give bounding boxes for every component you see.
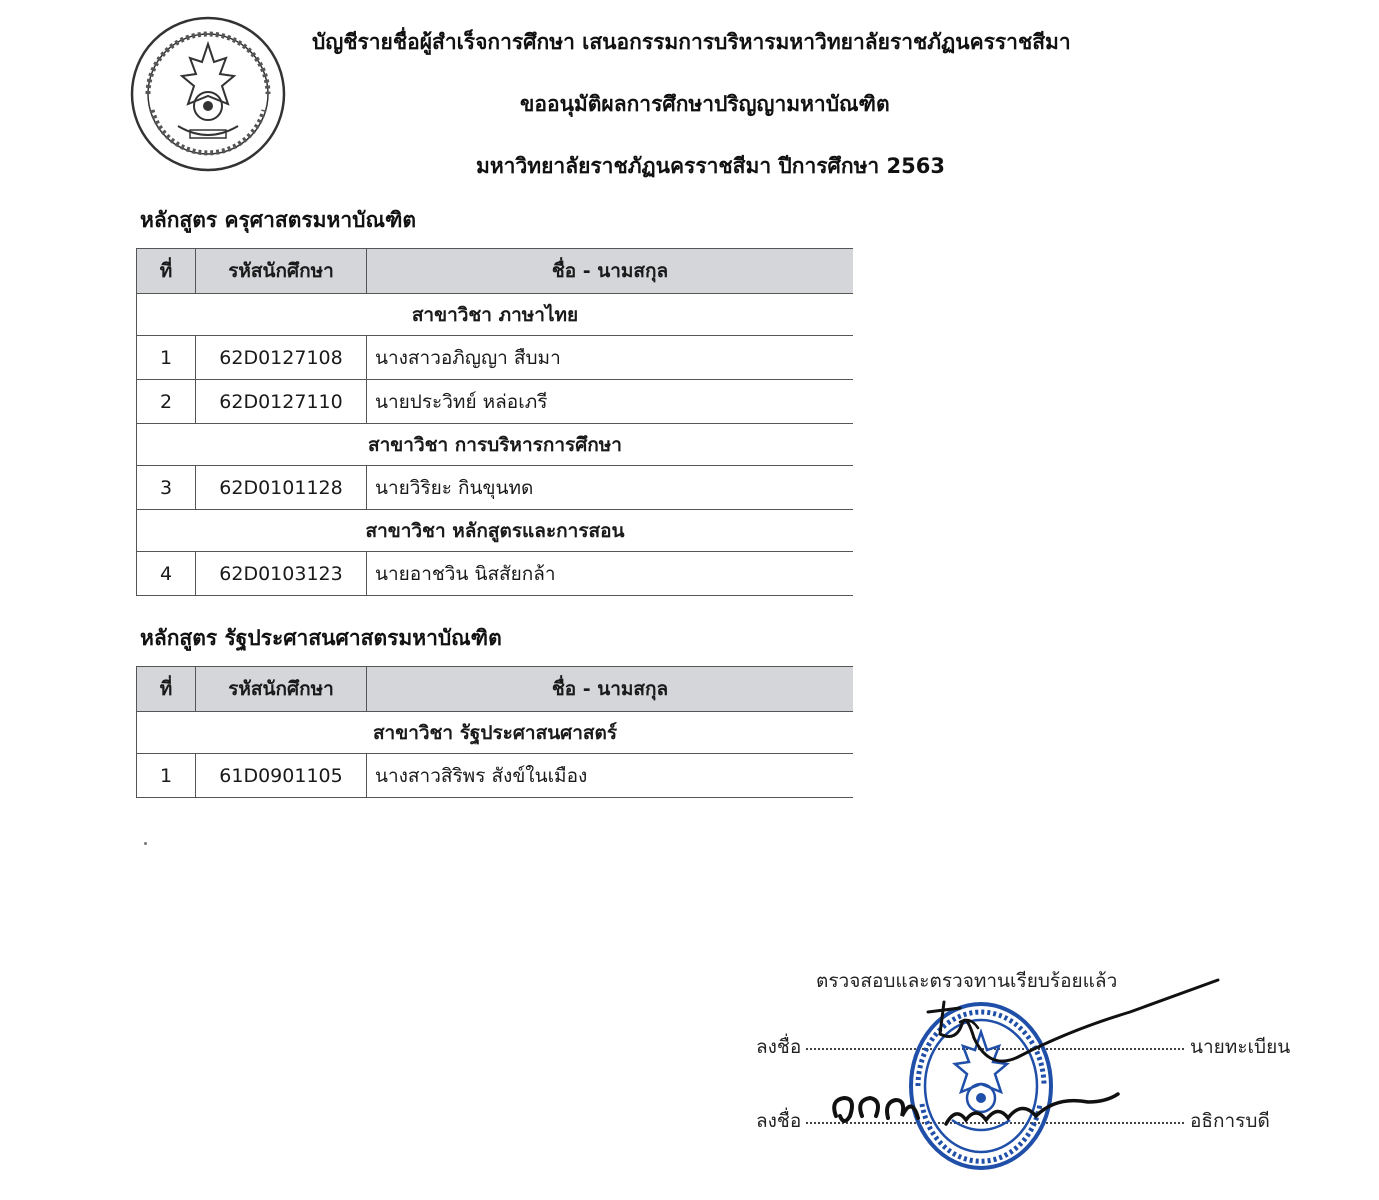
row-student-id: 61D0901105 (196, 754, 367, 798)
row-no: 1 (137, 336, 196, 380)
header-subtitle: ขออนุมัติผลการศึกษาปริญญามหาบัณฑิต (520, 92, 890, 116)
column-header-name: ชื่อ - นามสกุล (367, 249, 854, 294)
graduate-table (136, 666, 853, 798)
major-row (137, 510, 854, 552)
row-name: นายวิริยะ กินขุนทด (367, 466, 854, 510)
row-name: นายประวิทย์ หล่อเภรี (367, 380, 854, 424)
major-row (137, 424, 854, 466)
table-header-row (137, 249, 854, 294)
row-student-id: 62D0127110 (196, 380, 367, 424)
table-header-row (137, 667, 854, 712)
section-title: หลักสูตร ครุศาสตรมหาบัณฑิต (140, 208, 417, 232)
graduate-table (136, 248, 853, 596)
major-name: สาขาวิชา รัฐประศาสนศาสตร์ (137, 712, 854, 754)
column-header-no: ที่ (137, 667, 196, 712)
major-row (137, 294, 854, 336)
role-president: อธิการบดี (1190, 1110, 1270, 1132)
major-name: สาขาวิชา การบริหารการศึกษา (137, 424, 854, 466)
table-row (137, 552, 854, 596)
row-student-id: 62D0127108 (196, 336, 367, 380)
row-no: 3 (137, 466, 196, 510)
table-row (137, 336, 854, 380)
section-title: หลักสูตร รัฐประศาสนศาสตรมหาบัณฑิต (140, 626, 502, 650)
verified-statement: ตรวจสอบและตรวจทานเรียบร้อยแล้ว (816, 970, 1118, 992)
row-no: 2 (137, 380, 196, 424)
column-header-name: ชื่อ - นามสกุล (367, 667, 854, 712)
table-row (137, 466, 854, 510)
header-title: บัญชีรายชื่อผู้สำเร็จการศึกษา เสนอกรรมการบริหารมหาวิทยาลัยราชภัฏนครราชสีมา (312, 30, 1071, 54)
row-name: นางสาวสิริพร สังข์ในเมือง (367, 754, 854, 798)
major-name: สาขาวิชา ภาษาไทย (137, 294, 854, 336)
row-student-id: 62D0103123 (196, 552, 367, 596)
major-row (137, 712, 854, 754)
stray-mark (144, 842, 147, 845)
sign-label-registrar: ลงชื่อ (756, 1036, 802, 1058)
table-row (137, 380, 854, 424)
row-no: 4 (137, 552, 196, 596)
row-name: นายอาชวิน นิสสัยกล้า (367, 552, 854, 596)
major-name: สาขาวิชา หลักสูตรและการสอน (137, 510, 854, 552)
row-no: 1 (137, 754, 196, 798)
role-registrar: นายทะเบียน (1190, 1036, 1291, 1058)
university-seal-stamp (906, 1000, 1056, 1172)
table-row (137, 754, 854, 798)
university-logo (128, 14, 288, 174)
column-header-student-id: รหัสนักศึกษา (196, 667, 367, 712)
row-student-id: 62D0101128 (196, 466, 367, 510)
column-header-no: ที่ (137, 249, 196, 294)
sign-label-president: ลงชื่อ (756, 1110, 802, 1132)
column-header-student-id: รหัสนักศึกษา (196, 249, 367, 294)
row-name: นางสาวอภิญญา สืบมา (367, 336, 854, 380)
header-university-year: มหาวิทยาลัยราชภัฏนครราชสีมา ปีการศึกษา 2563 (476, 154, 945, 178)
